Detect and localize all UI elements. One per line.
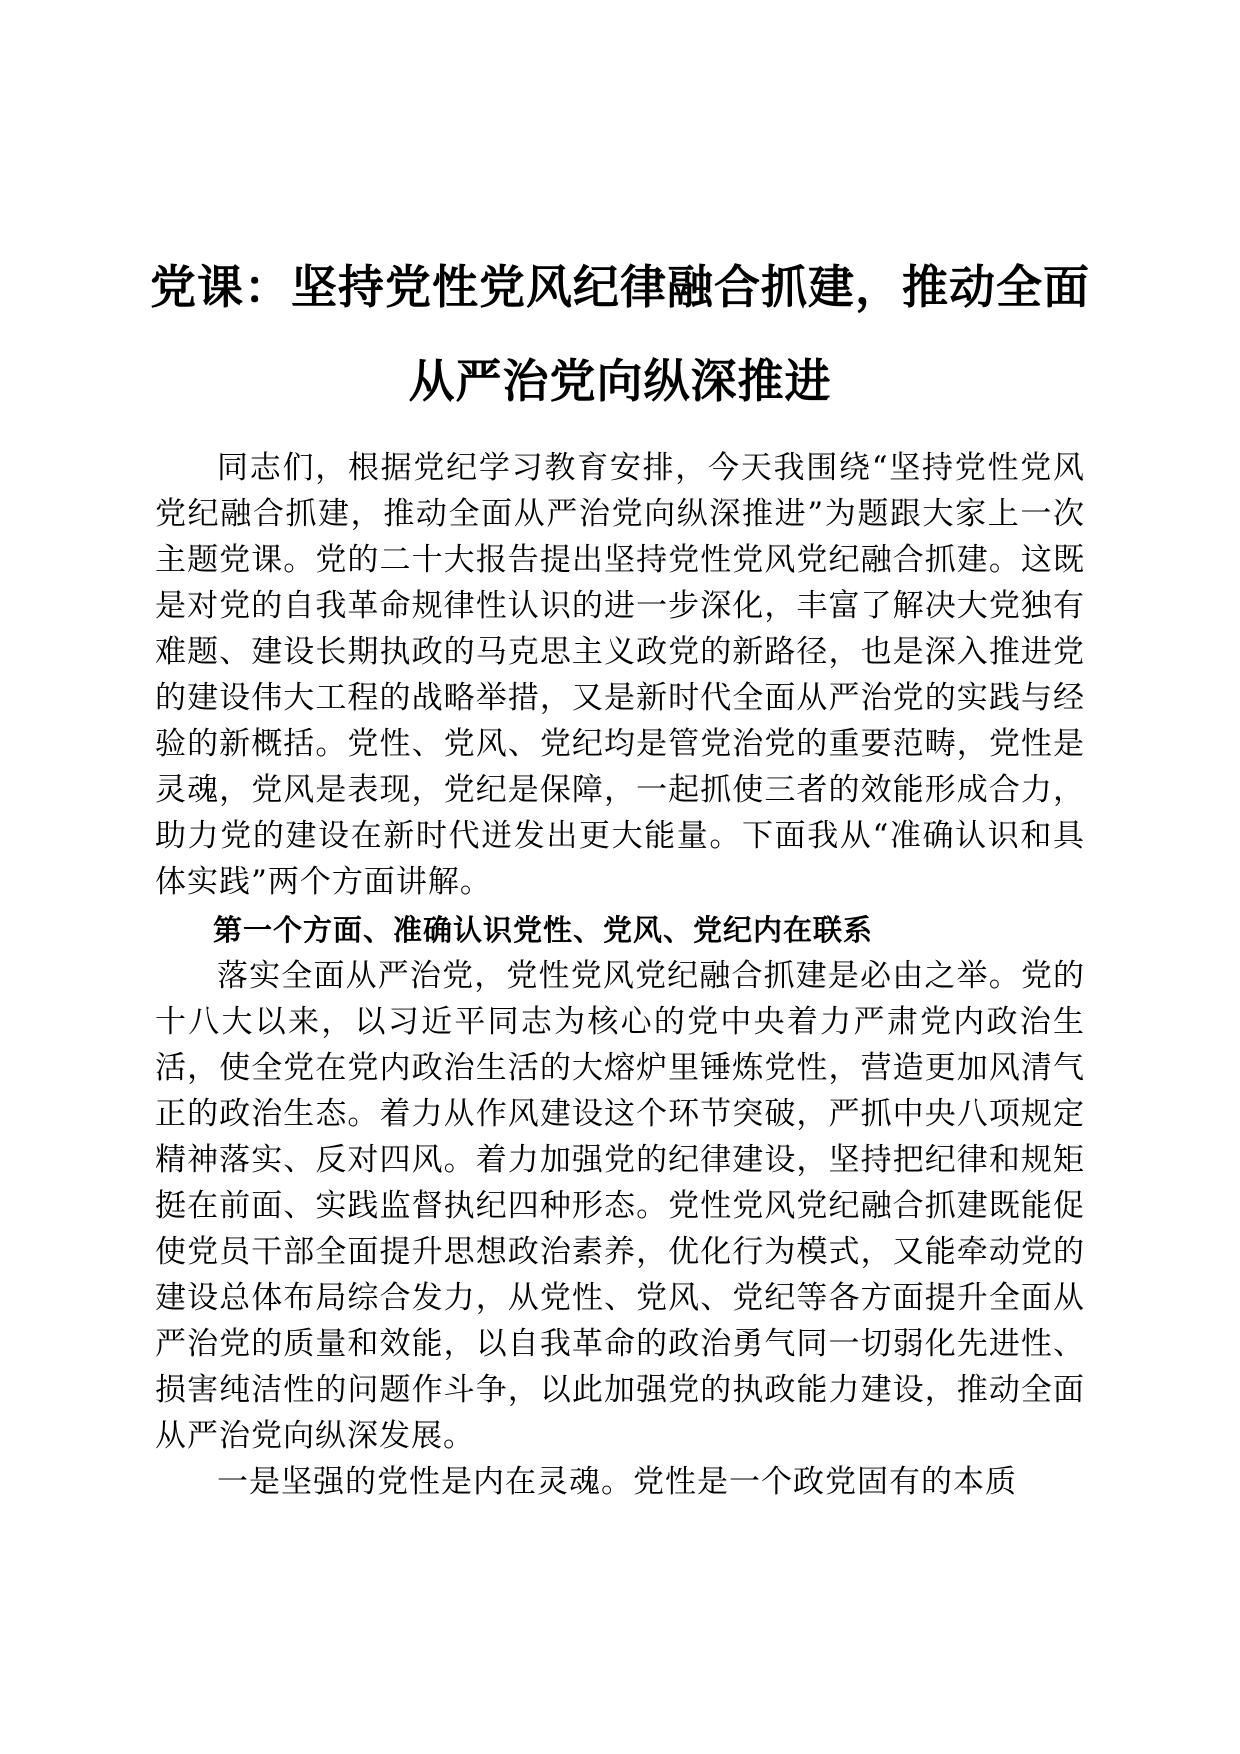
- document-title-line-2: 从严治党向纵深推进: [408, 353, 832, 408]
- paragraph-point-1: 一是坚强的党性是内在灵魂。党性是一个政党固有的本质: [217, 1464, 1017, 1500]
- document-body: [155, 445, 1085, 1505]
- paragraph-section-1: 落实全面从严治党，党性党风党纪融合抓建是必由之举。党的十八大以来，以习近平同志为核心的党中央着力严肃党内政治生活，使全党在党内政治生活的大熔炉里锤炼党性，营造更加风清气正的政治生态。着力从作风建设这个环节突破，严抓中央八项规定精神落实、反对四风。着力加强党的纪律建设，坚持把纪律和规矩挺在前面、实践监督执纪四种形态。党性党风党纪融合抓建既能促使党员干部全面提升思想政治素养，优化行为模式，又能牵动党的建设总体布局综合发力，从党性、党风、党纪等各方面提升全面从严治党的质量和效能，以自我革命的政治勇气同一切弱化先进性、损害纯洁性的问题作斗争，以此加强党的执政能力建设，推动全面从严治党向纵深发展。: [155, 958, 1085, 1454]
- section-heading: 第一个方面、准确认识党性、党风、党纪内在联系: [213, 913, 874, 947]
- document-title-line-1: 党课：坚持党性党风纪律融合抓建，推动全面: [150, 259, 1090, 314]
- paragraph-intro: 同志们，根据党纪学习教育安排，今天我围绕“坚持党性党风党纪融合抓建，推动全面从严治党向纵深推进”为题跟大家上一次主题党课。党的二十大报告提出坚持党性党风党纪融合抓建。这既是对党的自我革命规律性认识的进一步深化，丰富了解决大党独有难题、建设长期执政的马克思主义政党的新路径，也是深入推进党的建设伟大工程的战略举措，又是新时代全面从严治党的实践与经验的新概括。党性、党风、党纪均是管党治党的重要范畴，党性是灵魂，党风是表现，党纪是保障，一起抓使三者的效能形成合力，助力党的建设在新时代迸发出更大能量。下面我从“准确认识和具体实践”两个方面讲解。: [155, 450, 1085, 900]
